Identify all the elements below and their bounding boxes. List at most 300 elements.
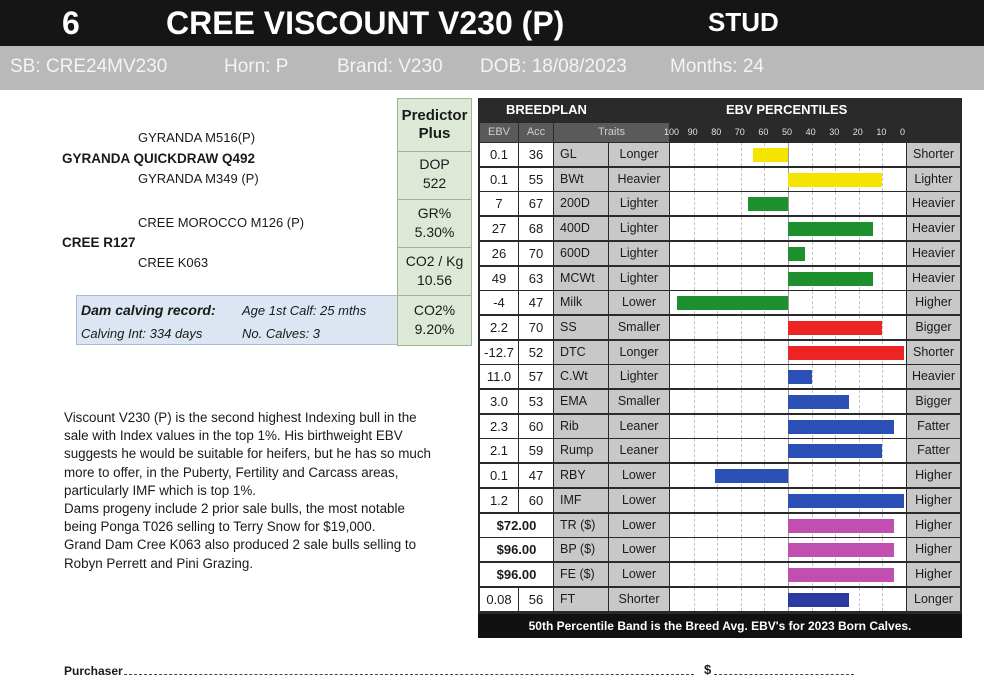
gridline	[835, 242, 836, 265]
gridline	[694, 316, 695, 339]
ebv-value: -12.7	[480, 341, 518, 364]
trait-name: FT	[554, 588, 608, 611]
gridline	[882, 390, 883, 413]
trait-name: TR ($)	[554, 514, 608, 537]
percentile-bar	[788, 420, 894, 434]
percentile-bar-cell	[670, 217, 906, 240]
low-direction-label: Smaller	[609, 390, 669, 413]
brand: Brand: V230	[337, 56, 443, 77]
percentile-bar	[788, 370, 812, 384]
trait-name: FE ($)	[554, 563, 608, 586]
gridline	[882, 143, 883, 166]
gridline	[717, 267, 718, 290]
high-direction-label: Shorter	[907, 341, 960, 364]
horn-status: Horn: P	[224, 56, 289, 77]
trait-name: Rib	[554, 415, 608, 438]
gridline	[741, 439, 742, 462]
trait-name: DTC	[554, 341, 608, 364]
gridline	[717, 365, 718, 388]
high-direction-label: Heavier	[907, 267, 960, 290]
gridline	[717, 390, 718, 413]
accuracy-value: 52	[519, 341, 553, 364]
purchaser-label: Purchaser	[64, 664, 123, 678]
scale-tick-label: 70	[734, 127, 745, 137]
gridline	[694, 242, 695, 265]
ebv-row-200d	[478, 192, 962, 216]
low-direction-label: Lower	[609, 489, 669, 512]
gr-box	[398, 199, 471, 247]
number-of-calves: No. Calves: 3	[242, 326, 321, 341]
dam: CREE R127	[62, 235, 136, 250]
gridline	[694, 538, 695, 561]
low-direction-label: Lower	[609, 563, 669, 586]
ebv-row-dtc	[478, 341, 962, 365]
predictor-plus-panel	[397, 98, 472, 346]
gridline	[741, 217, 742, 240]
info-bar	[0, 46, 984, 90]
description-line: particularly IMF which is top 1%.	[64, 482, 256, 498]
scale-tick-label: 0	[900, 127, 906, 137]
gridline	[717, 242, 718, 265]
gridline	[859, 192, 860, 215]
percentile-bar-cell	[670, 143, 906, 166]
title-bar	[0, 0, 984, 46]
percentile-bar-cell	[670, 563, 906, 586]
gridline	[882, 316, 883, 339]
table-footer-note: 50th Percentile Band is the Breed Avg. EBV's for 2023 Born Calves.	[478, 614, 962, 638]
ebv-row-bwt	[478, 168, 962, 192]
percentile-bar	[788, 543, 894, 557]
category-label: STUD	[708, 7, 779, 37]
gridline	[764, 365, 765, 388]
accuracy-value: 60	[519, 415, 553, 438]
accuracy-value: 67	[519, 192, 553, 215]
low-direction-label: Lighter	[609, 267, 669, 290]
gridline	[741, 267, 742, 290]
gridline	[741, 168, 742, 191]
low-direction-label: Lighter	[609, 217, 669, 240]
age-first-calf: Age 1st Calf: 25 mths	[242, 303, 367, 318]
high-direction-label: Higher	[907, 291, 960, 314]
ebv-row-mcwt	[478, 267, 962, 291]
percentile-bar	[788, 593, 849, 607]
high-direction-label: Longer	[907, 588, 960, 611]
percentile-bar	[788, 222, 873, 236]
gridline	[882, 267, 883, 290]
low-direction-label: Longer	[609, 143, 669, 166]
ebv-value: -4	[480, 291, 518, 314]
ebv-value: 3.0	[480, 390, 518, 413]
scale-tick-label: 60	[758, 127, 769, 137]
high-direction-label: Higher	[907, 563, 960, 586]
ebv-percentile-table	[478, 98, 962, 638]
low-direction-label: Leaner	[609, 439, 669, 462]
gridline	[882, 168, 883, 191]
ebv-value: 11.0	[480, 365, 518, 388]
description-line: sale with Index values in the top 1%. His birthweight EBV	[64, 428, 403, 444]
dam-sire: CREE MOROCCO M126 (P)	[138, 215, 305, 230]
low-direction-label: Smaller	[609, 316, 669, 339]
ebv-row-400d	[478, 217, 962, 241]
gridline	[741, 588, 742, 611]
sire-sire: GYRANDA M516(P)	[138, 130, 256, 145]
co2-kg-label: CO2 / Kg	[405, 253, 464, 269]
gridline	[694, 464, 695, 487]
ebv-value: 1.2	[480, 489, 518, 512]
price-field[interactable]	[714, 674, 854, 675]
high-direction-label: Heavier	[907, 217, 960, 240]
gridline	[694, 588, 695, 611]
lot-number: 6	[62, 5, 80, 41]
ebv-value: 0.1	[480, 143, 518, 166]
predictor-title-line1: Predictor	[401, 107, 468, 124]
scale-tick-label: 100	[664, 127, 680, 137]
percentile-bar	[788, 519, 894, 533]
gridline	[717, 514, 718, 537]
ebv-value: 0.1	[480, 168, 518, 191]
gridline	[717, 143, 718, 166]
percentile-bar-cell	[670, 242, 906, 265]
ebv-percentiles-heading: EBV PERCENTILES	[726, 102, 848, 117]
gridline	[764, 217, 765, 240]
bull-description	[64, 409, 464, 573]
gridline	[764, 588, 765, 611]
breed-average-line	[788, 464, 789, 487]
high-direction-label: Heavier	[907, 242, 960, 265]
low-direction-label: Lower	[609, 514, 669, 537]
percentile-bar	[788, 568, 894, 582]
ebv-value: 7	[480, 192, 518, 215]
scale-tick-label: 90	[687, 127, 698, 137]
gridline	[882, 242, 883, 265]
percentile-bar	[788, 321, 882, 335]
gridline	[764, 242, 765, 265]
accuracy-value: 36	[519, 143, 553, 166]
gridline	[882, 439, 883, 462]
accuracy-value: 63	[519, 267, 553, 290]
accuracy-value: 59	[519, 439, 553, 462]
percentile-bar-cell	[670, 439, 906, 462]
co2-pct-value: 9.20%	[414, 321, 455, 337]
percentile-bar-cell	[670, 588, 906, 611]
high-direction-label: Shorter	[907, 143, 960, 166]
gridline	[764, 341, 765, 364]
gridline	[717, 168, 718, 191]
description-line: Viscount V230 (P) is the second highest Indexing bull in the	[64, 410, 417, 425]
gridline	[764, 439, 765, 462]
low-direction-label: Lower	[609, 291, 669, 314]
trait-name: IMF	[554, 489, 608, 512]
gr-value: 5.30%	[414, 224, 455, 240]
gridline	[764, 267, 765, 290]
percentile-bar	[788, 272, 873, 286]
percentile-bar-cell	[670, 365, 906, 388]
gridline	[741, 514, 742, 537]
ebv-value: 2.1	[480, 439, 518, 462]
percentile-bar-cell	[670, 168, 906, 191]
gridline	[717, 192, 718, 215]
breed-average-line	[788, 291, 789, 314]
gridline	[717, 563, 718, 586]
dop-box	[398, 151, 471, 199]
gridline	[694, 341, 695, 364]
ebv-row-gl	[478, 143, 962, 167]
calving-interval: Calving Int: 334 days	[81, 326, 203, 341]
dam-dam: CREE K063	[138, 255, 209, 270]
gridline	[694, 143, 695, 166]
low-direction-label: Heavier	[609, 168, 669, 191]
price-label: $	[704, 662, 712, 677]
description-line: more to offer, in the Puberty, Fertility and Carcass areas,	[64, 464, 399, 480]
bull-name: CREE VISCOUNT V230 (P)	[166, 5, 565, 41]
ebv-row-600d	[478, 242, 962, 266]
percentile-bar-cell	[670, 291, 906, 314]
gridline	[741, 489, 742, 512]
high-direction-label: Higher	[907, 514, 960, 537]
percentile-bar-cell	[670, 514, 906, 537]
gridline	[835, 291, 836, 314]
description-line: suggests he would be suitable for heifers, but he has so much	[64, 446, 431, 462]
gridline	[812, 143, 813, 166]
gridline	[764, 316, 765, 339]
ebv-row-c-wt	[478, 365, 962, 389]
gridline	[835, 365, 836, 388]
gridline	[764, 489, 765, 512]
ebv-row-ema	[478, 390, 962, 414]
gridline	[717, 415, 718, 438]
low-direction-label: Lighter	[609, 192, 669, 215]
co2-kg-value: 10.56	[416, 272, 453, 288]
accuracy-value: 56	[519, 588, 553, 611]
high-direction-label: Fatter	[907, 415, 960, 438]
accuracy-value: 47	[519, 464, 553, 487]
gridline	[882, 464, 883, 487]
scale-tick-label: 80	[711, 127, 722, 137]
gridline	[835, 464, 836, 487]
gridline	[741, 341, 742, 364]
sire-dam: GYRANDA M349 (P)	[138, 171, 259, 186]
co2-pct-box	[398, 295, 471, 345]
percentile-bar	[788, 173, 882, 187]
gridline	[694, 267, 695, 290]
ebv-value: $72.00	[480, 514, 553, 537]
accuracy-value: 53	[519, 390, 553, 413]
gridline	[812, 192, 813, 215]
percentile-bar	[788, 247, 805, 261]
low-direction-label: Lower	[609, 464, 669, 487]
gridline	[859, 143, 860, 166]
gridline	[882, 217, 883, 240]
trait-name: Milk	[554, 291, 608, 314]
gridline	[694, 365, 695, 388]
trait-name: 200D	[554, 192, 608, 215]
accuracy-value: 57	[519, 365, 553, 388]
age-months: Months: 24	[670, 56, 764, 77]
percentile-bar	[788, 494, 904, 508]
gridline	[694, 168, 695, 191]
dop-label: DOP	[419, 156, 450, 172]
ebv-row-rib	[478, 415, 962, 439]
trait-name: C.Wt	[554, 365, 608, 388]
breed-average-line	[788, 192, 789, 215]
accuracy-value: 68	[519, 217, 553, 240]
high-direction-label: Higher	[907, 464, 960, 487]
trait-name: Rump	[554, 439, 608, 462]
ebv-value: 2.3	[480, 415, 518, 438]
ebv-column-header: EBV	[480, 123, 518, 142]
percentile-bar	[677, 296, 788, 310]
gridline	[694, 390, 695, 413]
percentile-bar-cell	[670, 267, 906, 290]
ebv-row-milk	[478, 291, 962, 315]
ebv-row-fe	[478, 563, 962, 587]
gridline	[717, 316, 718, 339]
dam-calving-record	[76, 295, 398, 345]
description-line: Grand Dam Cree K063 also produced 2 sale bulls selling to	[64, 537, 417, 553]
gridline	[741, 316, 742, 339]
ebv-value: 49	[480, 267, 518, 290]
gridline	[717, 489, 718, 512]
sb-number: SB: CRE24MV230	[10, 56, 168, 77]
scale-tick-label: 10	[876, 127, 887, 137]
gridline	[764, 538, 765, 561]
scale-tick-label: 40	[805, 127, 816, 137]
gridline	[694, 489, 695, 512]
ebv-row-bp	[478, 538, 962, 562]
ebv-value: 0.08	[480, 588, 518, 611]
percentile-bar-cell	[670, 316, 906, 339]
ebv-value: 27	[480, 217, 518, 240]
ebv-value: $96.00	[480, 563, 553, 586]
gridline	[694, 192, 695, 215]
gridline	[694, 439, 695, 462]
trait-name: MCWt	[554, 267, 608, 290]
gridline	[835, 192, 836, 215]
gridline	[741, 390, 742, 413]
ebv-row-rby	[478, 464, 962, 488]
high-direction-label: Heavier	[907, 365, 960, 388]
breedplan-heading: BREEDPLAN	[506, 102, 587, 117]
gridline	[717, 538, 718, 561]
gridline	[741, 143, 742, 166]
low-direction-label: Lighter	[609, 365, 669, 388]
description-line: being Ponga T026 selling to Terry Snow for $19,000.	[64, 519, 376, 535]
low-direction-label: Lower	[609, 538, 669, 561]
percentile-bar-cell	[670, 464, 906, 487]
low-direction-label: Shorter	[609, 588, 669, 611]
gridline	[741, 563, 742, 586]
purchaser-field[interactable]	[124, 674, 694, 675]
dop-value: 522	[422, 175, 447, 191]
accuracy-value: 60	[519, 489, 553, 512]
gridline	[882, 291, 883, 314]
breed-average-line	[788, 143, 789, 166]
high-direction-label: Bigger	[907, 316, 960, 339]
percentile-bar	[748, 197, 788, 211]
trait-name: BWt	[554, 168, 608, 191]
percentile-bar-cell	[670, 390, 906, 413]
trait-name: 600D	[554, 242, 608, 265]
gridline	[812, 242, 813, 265]
gridline	[812, 464, 813, 487]
date-of-birth: DOB: 18/08/2023	[480, 56, 627, 77]
co2-pct-label: CO2%	[413, 302, 456, 318]
gridline	[741, 365, 742, 388]
gridline	[859, 588, 860, 611]
ebv-value: 2.2	[480, 316, 518, 339]
gridline	[717, 439, 718, 462]
trait-name: 400D	[554, 217, 608, 240]
gridline	[882, 365, 883, 388]
gridline	[764, 415, 765, 438]
percentile-bar-cell	[670, 538, 906, 561]
percentile-bar	[753, 148, 788, 162]
gridline	[859, 242, 860, 265]
scale-tick-label: 20	[852, 127, 863, 137]
ebv-row-ft	[478, 588, 962, 612]
trait-name: EMA	[554, 390, 608, 413]
trait-name: RBY	[554, 464, 608, 487]
gridline	[859, 464, 860, 487]
gridline	[694, 217, 695, 240]
description-line: Dams progeny include 2 prior sale bulls, the most notable	[64, 501, 405, 517]
gridline	[764, 563, 765, 586]
gridline	[741, 242, 742, 265]
high-direction-label: Bigger	[907, 390, 960, 413]
low-direction-label: Leaner	[609, 415, 669, 438]
gridline	[882, 588, 883, 611]
percentile-bar-cell	[670, 192, 906, 215]
accuracy-value: 70	[519, 242, 553, 265]
low-direction-label: Longer	[609, 341, 669, 364]
dam-record-title: Dam calving record:	[81, 302, 216, 318]
gridline	[694, 563, 695, 586]
gridline	[717, 341, 718, 364]
low-direction-label: Lighter	[609, 242, 669, 265]
gridline	[812, 291, 813, 314]
gridline	[741, 415, 742, 438]
scale-tick-label: 50	[782, 127, 793, 137]
sire: GYRANDA QUICKDRAW Q492	[62, 151, 256, 166]
gridline	[764, 168, 765, 191]
high-direction-label: Lighter	[907, 168, 960, 191]
trait-name: BP ($)	[554, 538, 608, 561]
ebv-row-tr	[478, 514, 962, 538]
ebv-row-ss	[478, 316, 962, 340]
gridline	[717, 588, 718, 611]
percentile-bar-cell	[670, 415, 906, 438]
gridline	[859, 291, 860, 314]
predictor-title-line2: Plus	[418, 125, 451, 142]
gridline	[694, 514, 695, 537]
high-direction-label: Higher	[907, 489, 960, 512]
percentile-bar-cell	[670, 489, 906, 512]
gridline	[859, 365, 860, 388]
ebv-row-rump	[478, 439, 962, 463]
gridline	[764, 390, 765, 413]
gridline	[741, 538, 742, 561]
gridline	[835, 143, 836, 166]
high-direction-label: Fatter	[907, 439, 960, 462]
trait-name: SS	[554, 316, 608, 339]
gridline	[812, 365, 813, 388]
scale-tick-label: 30	[829, 127, 840, 137]
percentile-bar	[715, 469, 788, 483]
gridline	[694, 415, 695, 438]
accuracy-value: 70	[519, 316, 553, 339]
gridline	[859, 390, 860, 413]
high-direction-label: Higher	[907, 538, 960, 561]
